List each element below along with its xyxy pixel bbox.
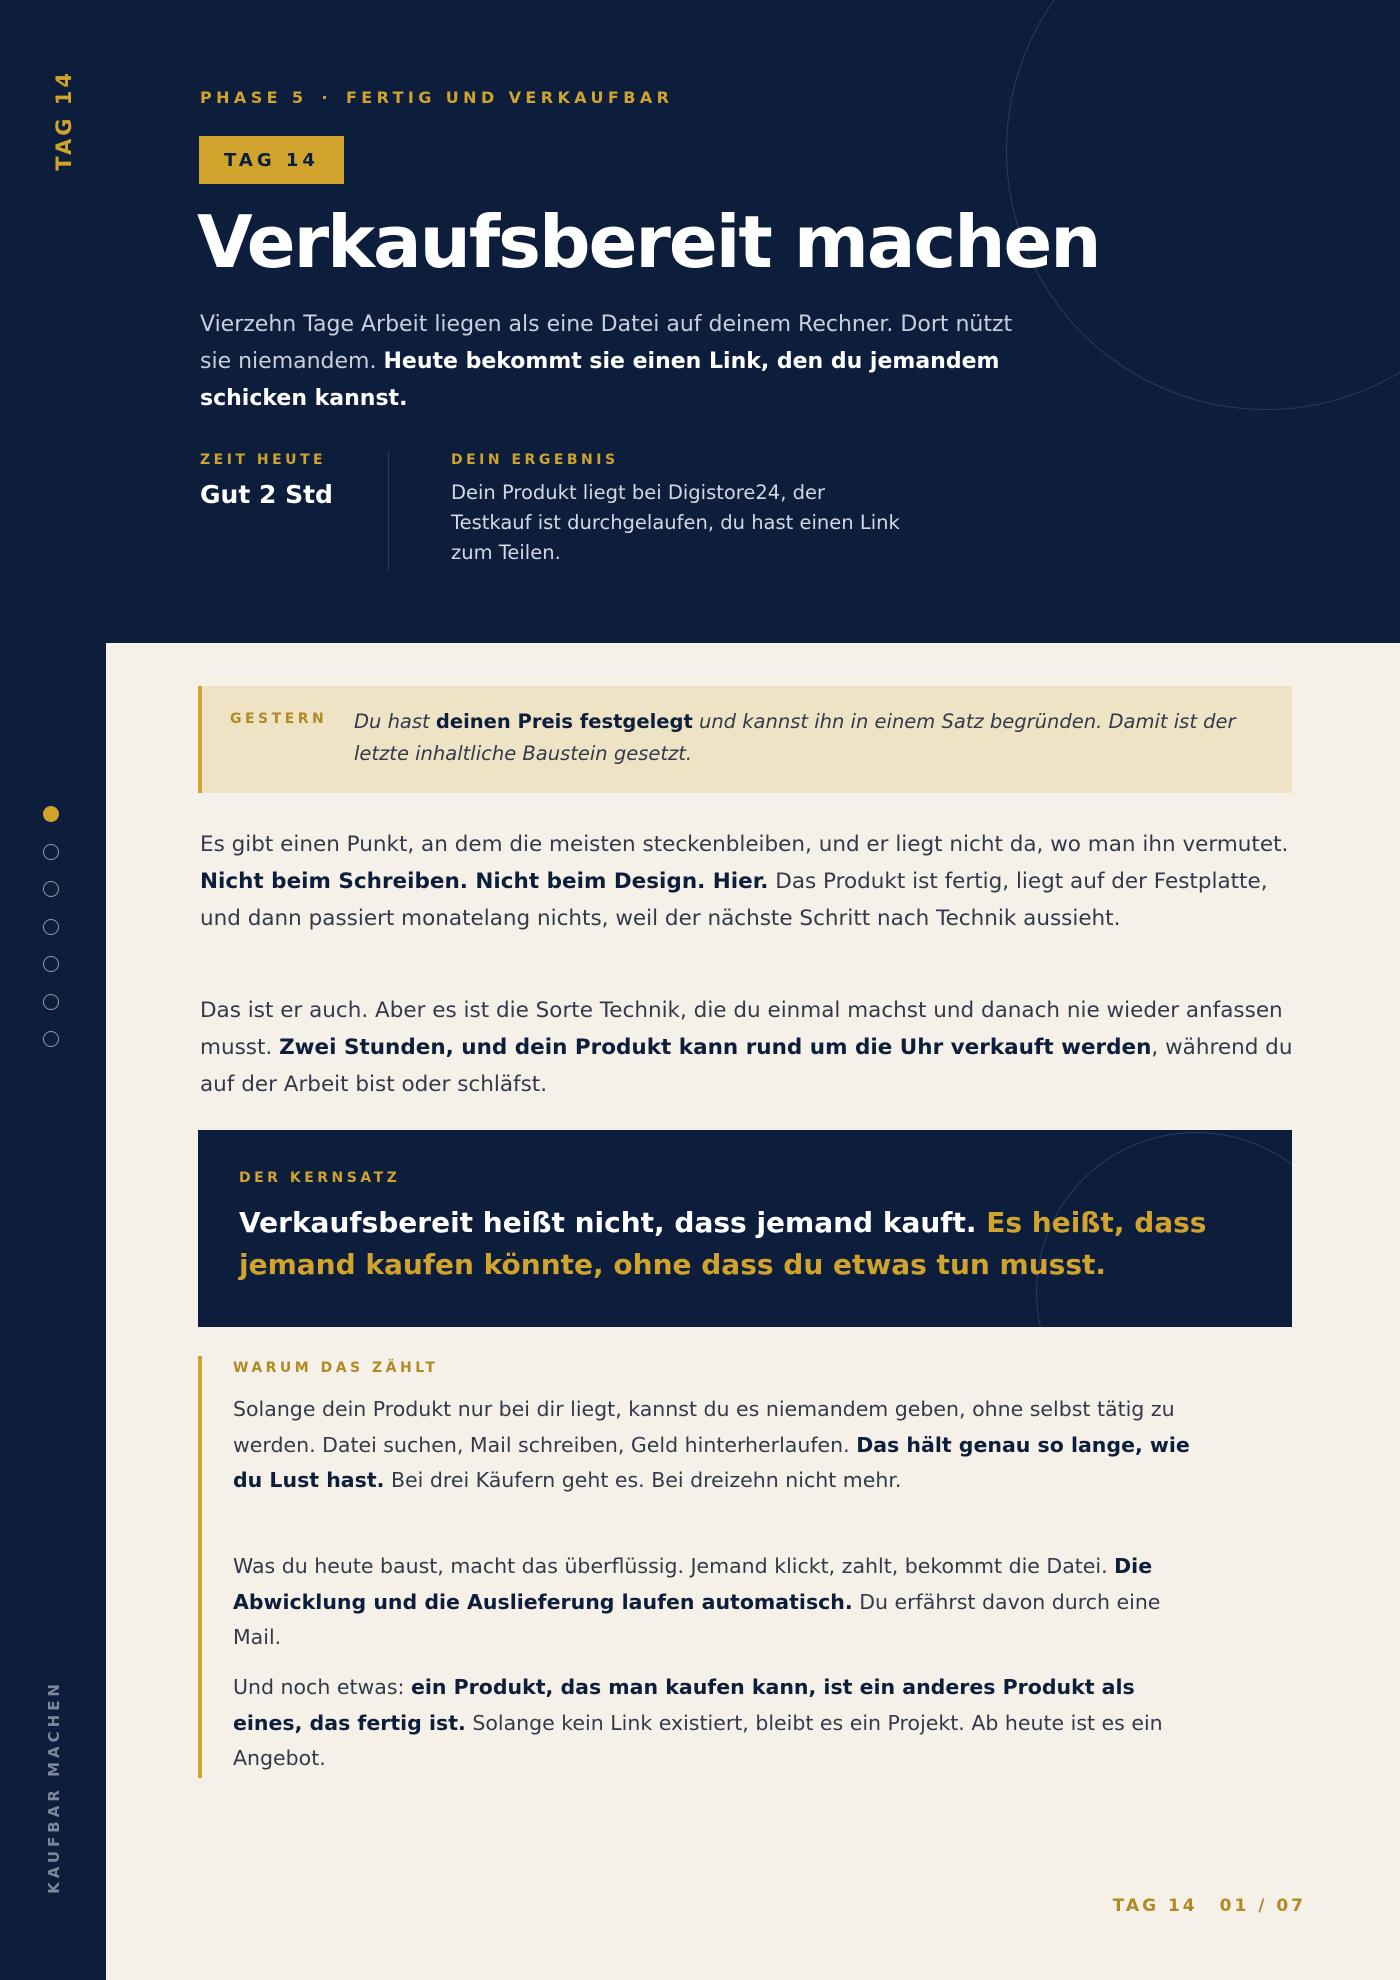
phase-name: FERTIG UND VERKAUFBAR: [345, 88, 674, 107]
body-p2-bold: Zwei Stunden, und dein Produkt kann rund um die Uhr verkauft werden: [279, 1035, 1152, 1060]
why-p2-bold: Die Abwicklung und die Auslieferung laufen automatisch.: [233, 1554, 1153, 1614]
phase-number: PHASE 5: [200, 88, 308, 107]
yesterday-text: [354, 706, 1254, 770]
progress-dot: [43, 919, 59, 935]
why-paragraph-3: [233, 1670, 1193, 1777]
key-sentence-gold: Es heißt, dass jemand kaufen könnte, ohne dass du etwas tun musst.: [239, 1206, 1207, 1281]
key-sentence: [239, 1202, 1239, 1286]
why-paragraph-2: [233, 1549, 1193, 1656]
progress-dot-active: [43, 806, 59, 822]
progress-dots: [43, 806, 59, 1069]
progress-dot: [43, 881, 59, 897]
time-value: Gut 2 Std: [200, 480, 333, 509]
page-footer: [1113, 1896, 1306, 1916]
header-band: [0, 0, 1400, 643]
body-p2-text-a: Das ist er auch. Aber es ist die Sorte Technik, die du einmal machst und danach nie wieder anfassen musst.: [200, 998, 1283, 1060]
why-p2-text-a: Was du heute baust, macht das überflüssig. Jemand klickt, zahlt, bekommt die Datei.: [233, 1554, 1108, 1578]
page-number: 01 / 07: [1219, 1896, 1306, 1916]
lead-text: Vierzehn Tage Arbeit liegen als eine Datei auf deinem Rechner. Dort nützt sie niemandem.: [200, 312, 1013, 374]
day-badge: TAG 14: [199, 136, 344, 184]
why-p1-bold: Das hält genau so lange, wie du Lust hast.: [233, 1432, 1190, 1492]
meta-divider: [388, 452, 389, 570]
why-paragraph-1: [233, 1392, 1193, 1499]
body-paragraph-1: [200, 826, 1310, 937]
rail-day-tag: TAG 14: [52, 70, 76, 171]
body-p1-text-b: Das Produkt ist fertig, liegt auf der Festplatte, und dann passiert monatelang nichts, weil der nächste Schritt nach Technik aussieht.: [200, 869, 1268, 931]
result-text: Dein Produkt liegt bei Digistore24, der Testkauf ist durchgelaufen, du hast einen Link zum Teilen.: [451, 481, 900, 564]
body-p1-bold: Nicht beim Schreiben. Nicht beim Design. Hier.: [200, 869, 769, 894]
side-rail: [0, 0, 106, 1980]
why-label: WARUM DAS ZÄHLT: [233, 1360, 439, 1376]
key-sentence-white: Verkaufsbereit heißt nicht, dass jemand kauft.: [239, 1206, 977, 1239]
yesterday-text-a: Du hast: [354, 710, 430, 733]
lead-paragraph: [200, 306, 1020, 417]
progress-dot: [43, 994, 59, 1010]
progress-dot: [43, 1031, 59, 1047]
result-label: DEIN ERGEBNIS: [451, 452, 619, 468]
key-sentence-label: DER KERNSATZ: [239, 1170, 401, 1186]
body-p2-text-b: , während du auf der Arbeit bist oder schläfst.: [200, 1035, 1293, 1097]
body-p1-text-a: Es gibt einen Punkt, an dem die meisten steckenbleiben, und er liegt nicht da, wo man ihn vermutet.: [200, 832, 1289, 857]
footer-day: TAG 14: [1112, 1896, 1198, 1916]
phase-kicker: [200, 88, 673, 107]
kicker-separator: ·: [321, 88, 332, 107]
yesterday-callout: [198, 686, 1292, 793]
yesterday-text-bold: deinen Preis festgelegt: [435, 710, 693, 733]
rail-section-label: KAUFBAR MACHEN: [45, 1680, 63, 1894]
why-p3-text-b: Solange kein Link existiert, bleibt es ein Projekt. Ab heute ist es ein Angebot.: [233, 1710, 1163, 1770]
yesterday-label: GESTERN: [230, 711, 328, 727]
why-p1-text-a: Solange dein Produkt nur bei dir liegt, kannst du es niemandem geben, ohne selbst tätig zu werden. Datei suchen, Mail schreiben, Geld hinterherlaufen.: [233, 1397, 1175, 1457]
progress-dot: [43, 844, 59, 860]
yesterday-text-b: und kannst ihn in einem Satz begründen. Damit ist der letzte inhaltliche Baustein gesetzt.: [354, 710, 1236, 765]
why-p1-text-b: Bei drei Käufern geht es. Bei dreizehn nicht mehr.: [390, 1468, 902, 1492]
progress-dot: [43, 956, 59, 972]
time-label: ZEIT HEUTE: [200, 452, 327, 468]
body-paragraph-2: [200, 992, 1310, 1103]
lead-highlight: Heute bekommt sie einen Link, den du jemandem schicken kannst.: [200, 349, 1000, 411]
why-p3-bold: ein Produkt, das man kaufen kann, ist ein anderes Produkt als eines, das fertig ist.: [233, 1675, 1135, 1735]
page-title: Verkaufsbereit machen: [197, 200, 1100, 284]
why-p2-text-b: Du erfährst davon durch eine Mail.: [233, 1589, 1161, 1649]
key-sentence-box: [198, 1130, 1292, 1327]
why-p3-text-a: Und noch etwas:: [233, 1675, 405, 1699]
